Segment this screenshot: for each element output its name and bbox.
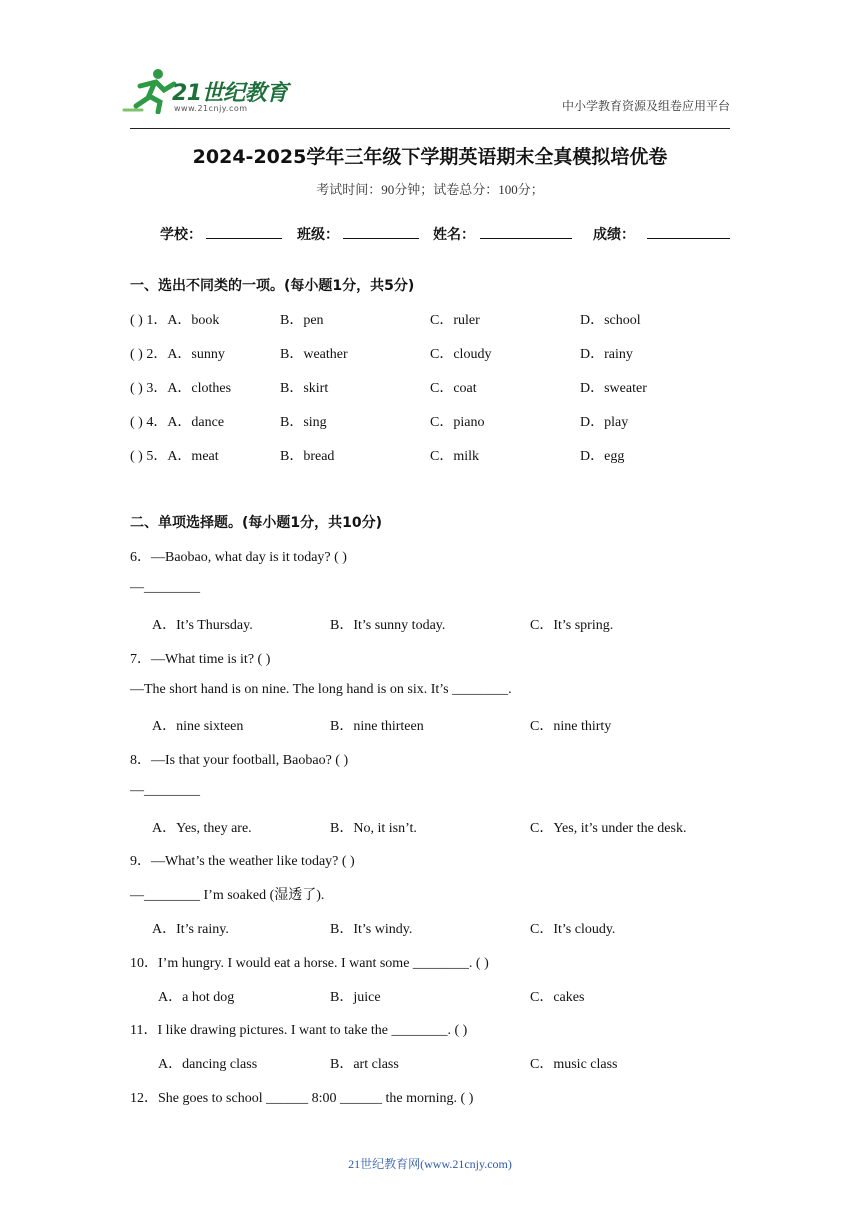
question-6-option-c: C．It’s spring. [530,618,614,633]
question-3-option-b: B．skirt [280,381,329,396]
question-9-stem: 9．—What’s the weather like today? ( ) [130,854,355,869]
logo-text: 21世纪教育 [172,81,288,106]
question-12-stem: 12．She goes to school ______ 8:00 ______ the morning. ( ) [130,1091,474,1106]
question-11-option-a: A．dancing class [158,1057,258,1072]
question-5-option-d: D．egg [580,449,625,464]
question-3-prefix: ( ) 3．A．clothes [130,381,232,396]
question-7-option-b: B．nine thirteen [330,719,424,734]
name-label: 姓名： [433,227,475,243]
question-4-prefix: ( ) 4．A．dance [130,415,225,430]
class-label: 班级： [297,227,339,243]
question-8-answer: —________ [130,783,200,798]
question-1-prefix: ( ) 1．A．book [130,313,220,328]
question-11-option-c: C．music class [530,1057,618,1072]
question-10-option-c: C．cakes [530,990,585,1005]
question-8-stem: 8．—Is that your football, Baobao? ( ) [130,753,349,768]
question-8-option-a: A．Yes, they are. [152,821,252,836]
question-10-option-a: A．a hot dog [158,990,235,1005]
question-9-option-b: B．It’s windy. [330,922,413,937]
page-title: 2024-2025学年三年级下学期英语期末全真模拟培优卷 [192,146,668,168]
question-1-option-c: C．ruler [430,313,480,328]
runner-logo-icon [122,66,178,114]
section-1-heading: 一、选出不同类的一项。(每小题1分，共5分) [130,278,415,294]
question-8-option-c: C．Yes, it’s under the desk. [530,821,687,836]
question-8-option-b: B．No, it isn’t. [330,821,417,836]
question-4-option-c: C．piano [430,415,485,430]
header-divider [130,128,730,129]
question-3-option-d: D．sweater [580,381,647,396]
question-5-option-c: C．milk [430,449,480,464]
question-1-option-d: D．school [580,313,641,328]
question-7-option-c: C．nine thirty [530,719,612,734]
question-2-prefix: ( ) 2．A．sunny [130,347,225,362]
footer-link[interactable]: 21世纪教育网(www.21cnjy.com) [348,1157,512,1171]
question-2-option-c: C．cloudy [430,347,492,362]
question-11-stem: 11．I like drawing pictures. I want to take the ________. ( ) [130,1023,468,1038]
question-5-option-b: B．bread [280,449,335,464]
class-field[interactable] [343,238,419,239]
logo-url: www.21cnjy.com [174,104,248,113]
question-9-option-c: C．It’s cloudy. [530,922,616,937]
platform-label: 中小学教育资源及组卷应用平台 [561,99,730,113]
question-5-prefix: ( ) 5．A．meat [130,449,219,464]
school-field[interactable] [206,238,282,239]
question-7-option-a: A．nine sixteen [152,719,244,734]
question-2-option-d: D．rainy [580,347,633,362]
question-6-option-a: A．It’s Thursday. [152,618,253,633]
question-10-option-b: B．juice [330,990,381,1005]
question-9-option-a: A．It’s rainy. [152,922,229,937]
question-2-option-b: B．weather [280,347,348,362]
question-1-option-b: B．pen [280,313,324,328]
question-4-option-d: D．play [580,415,629,430]
score-field[interactable] [647,238,730,239]
name-field[interactable] [480,238,572,239]
score-label: 成绩： [593,227,635,243]
question-4-option-b: B．sing [280,415,327,430]
question-6-option-b: B．It’s sunny today. [330,618,446,633]
question-6-stem: 6．—Baobao, what day is it today? ( ) [130,550,347,565]
question-7-stem: 7．—What time is it? ( ) [130,652,271,667]
question-9-answer: —________ I’m soaked (湿透了). [130,888,325,903]
exam-info: 考试时间：90分钟；试卷总分：100分； [316,182,544,197]
question-11-option-b: B．art class [330,1057,399,1072]
question-10-stem: 10．I’m hungry. I would eat a horse. I want some ________. ( ) [130,956,489,971]
section-2-heading: 二、单项选择题。(每小题1分，共10分) [130,515,383,531]
question-3-option-c: C．coat [430,381,477,396]
school-label: 学校： [160,227,202,243]
question-7-answer: —The short hand is on nine. The long hand is on six. It’s ________. [130,682,512,697]
question-6-answer: —________ [130,580,200,595]
